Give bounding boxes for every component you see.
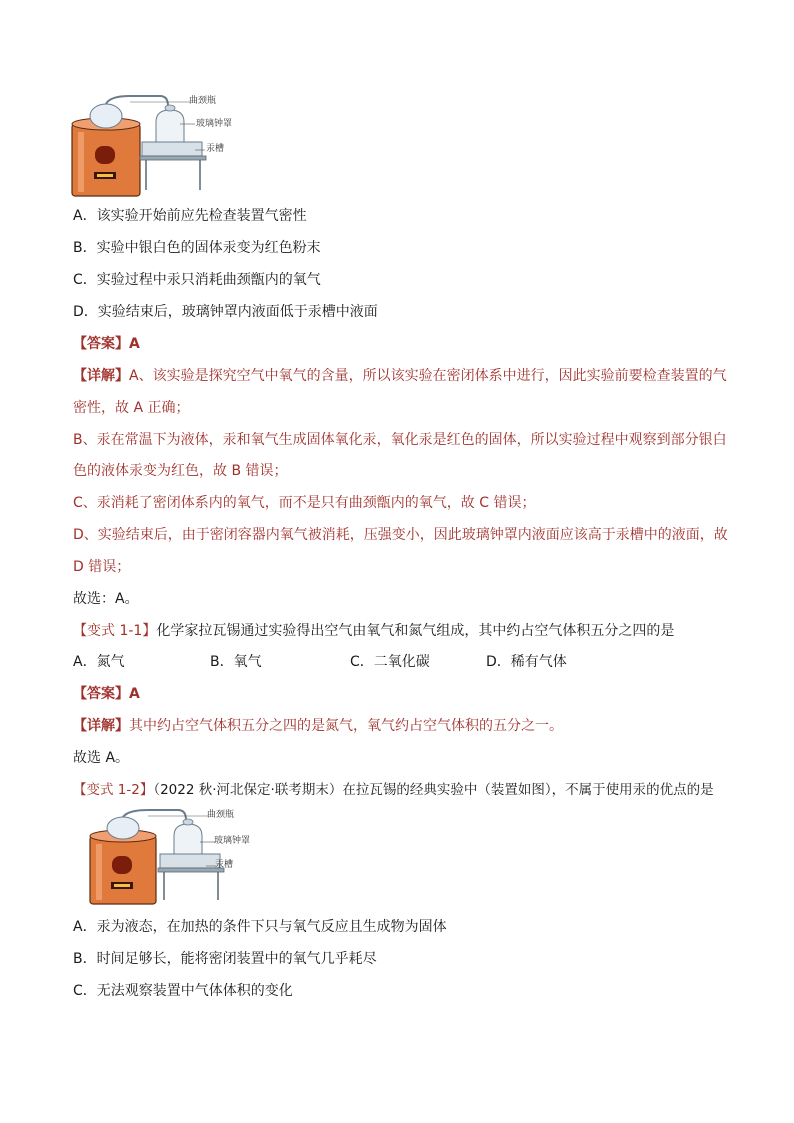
v12-option-a: A．汞为液态，在加热的条件下只与氧气反应且生成物为固体 bbox=[73, 919, 447, 935]
v12-label: 【变式 1-2】 bbox=[73, 782, 154, 798]
label-trough: 汞槽 bbox=[215, 860, 234, 870]
v11-detail: 【详解】其中约占空气体积五分之四的是氮气，氧气约占空气体积的五分之一。 bbox=[73, 718, 563, 734]
label-flask: 曲颈瓶 bbox=[189, 96, 217, 106]
q1-option-d: D．实验结束后，玻璃钟罩内液面低于汞槽中液面 bbox=[73, 304, 378, 320]
q1-detail-line-1: 【详解】A、该实验是探究空气中氧气的含量，所以该实验在密闭体系中进行，因此实验前要检查装置的气 bbox=[73, 368, 727, 384]
v12-source: （2022 秋·河北保定·联考期末） bbox=[153, 782, 343, 798]
v12-option-c: C．无法观察装置中气体体积的变化 bbox=[73, 983, 293, 999]
q1-answer bbox=[73, 334, 140, 354]
v11-label: 【变式 1-1】 bbox=[73, 623, 157, 639]
v11-option-c: C．二氧化碳 bbox=[350, 654, 430, 670]
apparatus-drawing bbox=[70, 92, 220, 200]
apparatus-figure-2 bbox=[88, 808, 278, 908]
q1-detail-line-6: D、实验结束后，由于密闭容器内氧气被消耗，压强变小，因此玻璃钟罩内液面应该高于汞槽中的液面，故 bbox=[73, 527, 728, 543]
v11-question: 【变式 1-1】化学家拉瓦锡通过实验得出空气由氧气和氮气组成，其中约占空气体积五分之四的是 bbox=[73, 623, 675, 639]
v11-option-b: B．氧气 bbox=[210, 654, 262, 670]
v11-options bbox=[73, 652, 567, 672]
label-trough: 汞槽 bbox=[206, 144, 225, 154]
q1-option-a: A．该实验开始前应先检查装置气密性 bbox=[73, 208, 307, 224]
q1-detail-line-3: B、汞在常温下为液体，汞和氧气生成固体氧化汞，氧化汞是红色的固体，所以实验过程中观察到部分银白 bbox=[73, 432, 727, 448]
q1-detail-line-5: C、汞消耗了密闭体系内的氧气，而不是只有曲颈甑内的氧气，故 C 错误； bbox=[73, 495, 536, 511]
v12-question: 【变式 1-2】（2022 秋·河北保定·联考期末）在拉瓦锡的经典实验中（装置如图），不属于使用汞的优点的是 bbox=[73, 782, 714, 798]
apparatus-drawing bbox=[88, 808, 238, 908]
v11-option-d: D．稀有气体 bbox=[486, 654, 567, 670]
q1-detail-line-2: 密性，故 A 正确； bbox=[73, 400, 190, 416]
label-bell-jar: 玻璃钟罩 bbox=[214, 836, 251, 846]
q1-detail-line-7: D 错误； bbox=[73, 559, 131, 575]
q1-conclusion: 故选：A。 bbox=[73, 591, 139, 607]
apparatus-figure-1 bbox=[70, 92, 260, 200]
q1-detail-line-4: 色的液体汞变为红色，故 B 错误； bbox=[73, 463, 288, 479]
v11-answer: 【答案】A bbox=[73, 686, 140, 702]
detail-label: 【详解】 bbox=[73, 368, 129, 384]
v11-conclusion: 故选 A。 bbox=[73, 750, 130, 766]
label-bell-jar: 玻璃钟罩 bbox=[196, 119, 233, 129]
v11-option-a: A．氮气 bbox=[73, 654, 125, 670]
q1-option-b: B．实验中银白色的固体汞变为红色粉末 bbox=[73, 240, 321, 256]
q1-option-c: C．实验过程中汞只消耗曲颈甑内的氧气 bbox=[73, 272, 321, 288]
v12-option-b: B．时间足够长，能将密闭装置中的氧气几乎耗尽 bbox=[73, 951, 377, 967]
label-flask: 曲颈瓶 bbox=[207, 810, 235, 820]
answer-label: 【答案】 bbox=[73, 336, 129, 352]
answer-value: A bbox=[129, 336, 140, 352]
